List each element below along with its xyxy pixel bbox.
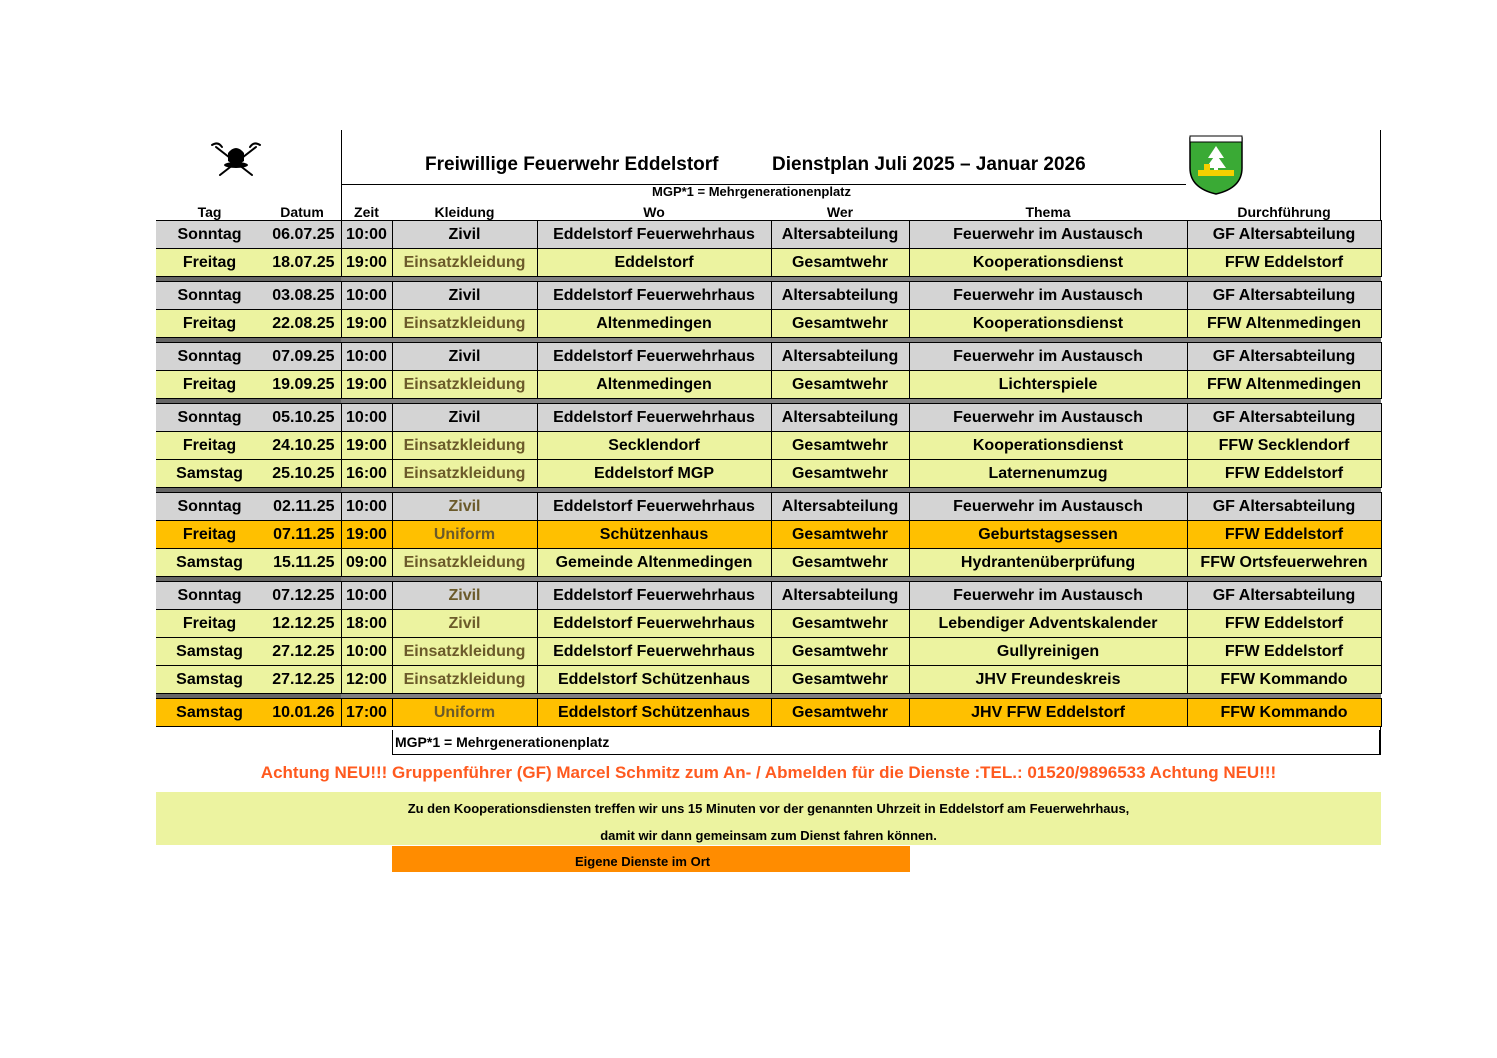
cell-zeit: 17:00 [341,699,392,727]
cell-durchfuehrung: GF Altersabteilung [1187,343,1381,371]
cell-kleidung: Einsatzkleidung [392,666,537,694]
cell-durchfuehrung: GF Altersabteilung [1187,282,1381,310]
cell-thema: Kooperationsdienst [909,432,1187,460]
contact-warning: Achtung NEU!!! Gruppenführer (GF) Marcel Schmitz zum An- / Abmelden für die Dienste :TEL.: 01520/9896533 Achtung NEU!!! [260,763,1277,782]
cell-wo: Eddelstorf Feuerwehrhaus [537,610,771,638]
cell-zeit: 09:00 [341,549,392,577]
cell-tag: Sonntag [156,221,263,249]
cell-kleidung: Zivil [392,282,537,310]
table-row [156,432,1381,460]
cell-wer: Gesamtwehr [771,638,909,666]
table-row [156,343,1381,371]
cell-wer: Gesamtwehr [771,432,909,460]
cell-wo: Altenmedingen [537,310,771,338]
cell-zeit: 19:00 [341,310,392,338]
cell-wer: Altersabteilung [771,282,909,310]
cell-thema: Feuerwehr im Austausch [909,343,1187,371]
cell-tag: Freitag [156,371,263,399]
cell-datum: 18.07.25 [263,249,341,277]
cell-kleidung: Einsatzkleidung [392,249,537,277]
cell-wer: Gesamtwehr [771,549,909,577]
cell-thema: Hydrantenüberprüfung [909,549,1187,577]
cell-zeit: 12:00 [341,666,392,694]
col-header-zeit: Zeit [354,204,379,220]
cell-tag: Freitag [156,310,263,338]
table-row [156,521,1381,549]
cell-datum: 06.07.25 [263,221,341,249]
cell-wer: Altersabteilung [771,493,909,521]
table-row [156,371,1381,399]
cell-durchfuehrung: FFW Eddelstorf [1187,249,1381,277]
table-row [156,282,1381,310]
cell-thema: JHV FFW Eddelstorf [909,699,1187,727]
cell-zeit: 10:00 [341,282,392,310]
cell-wer: Gesamtwehr [771,310,909,338]
cell-wo: Eddelstorf Schützenhaus [537,666,771,694]
cell-zeit: 18:00 [341,610,392,638]
cell-wo: Eddelstorf Feuerwehrhaus [537,404,771,432]
cell-durchfuehrung: FFW Ortsfeuerwehren [1187,549,1381,577]
cell-kleidung: Einsatzkleidung [392,460,537,488]
cell-kleidung: Zivil [392,582,537,610]
table-row [156,493,1381,521]
table-row [156,638,1381,666]
note-line-2: damit wir dann gemeinsam zum Dienst fahren können. [600,828,937,843]
cell-datum: 25.10.25 [263,460,341,488]
cell-kleidung: Uniform [392,699,537,727]
cell-datum: 05.10.25 [263,404,341,432]
cell-kleidung: Zivil [392,610,537,638]
cell-wer: Gesamtwehr [771,699,909,727]
cell-thema: Kooperationsdienst [909,310,1187,338]
cell-zeit: 16:00 [341,460,392,488]
table-row [156,404,1381,432]
cell-datum: 12.12.25 [263,610,341,638]
cell-durchfuehrung: FFW Eddelstorf [1187,610,1381,638]
cell-tag: Samstag [156,666,263,694]
cell-thema: Kooperationsdienst [909,249,1187,277]
cell-thema: Geburtstagsessen [909,521,1187,549]
dienstplan-table [156,200,1382,727]
mgp-note-top: MGP*1 = Mehrgenerationenplatz [652,184,852,199]
cell-zeit: 19:00 [341,432,392,460]
cell-datum: 07.12.25 [263,582,341,610]
col-header-wer: Wer [826,204,854,220]
cell-kleidung: Uniform [392,521,537,549]
cell-durchfuehrung: FFW Altenmedingen [1187,310,1381,338]
cell-kleidung: Zivil [392,343,537,371]
cell-datum: 27.12.25 [263,666,341,694]
cell-kleidung: Zivil [392,404,537,432]
table-row [156,249,1381,277]
cell-kleidung: Zivil [392,221,537,249]
cell-wer: Altersabteilung [771,221,909,249]
cell-tag: Freitag [156,249,263,277]
cell-zeit: 19:00 [341,249,392,277]
cell-thema: Feuerwehr im Austausch [909,404,1187,432]
cell-zeit: 10:00 [341,493,392,521]
cell-datum: 15.11.25 [263,549,341,577]
cell-wer: Altersabteilung [771,404,909,432]
cell-tag: Sonntag [156,282,263,310]
cell-wer: Gesamtwehr [771,249,909,277]
cell-wo: Gemeinde Altenmedingen [537,549,771,577]
col-header-wo: Wo [643,204,665,220]
cell-zeit: 10:00 [341,221,392,249]
cell-tag: Samstag [156,549,263,577]
cell-datum: 03.08.25 [263,282,341,310]
cell-tag: Sonntag [156,404,263,432]
cell-durchfuehrung: FFW Secklendorf [1187,432,1381,460]
cell-wer: Gesamtwehr [771,521,909,549]
cell-datum: 07.09.25 [263,343,341,371]
cell-zeit: 10:00 [341,638,392,666]
col-header-thema: Thema [1025,204,1071,220]
cell-wo: Eddelstorf Feuerwehrhaus [537,582,771,610]
cell-zeit: 10:00 [341,404,392,432]
cell-wo: Eddelstorf Feuerwehrhaus [537,493,771,521]
col-header-durchfuehrung: Durchführung [1237,204,1331,220]
cell-wer: Gesamtwehr [771,610,909,638]
cell-durchfuehrung: GF Altersabteilung [1187,493,1381,521]
cell-kleidung: Zivil [392,493,537,521]
cell-wer: Gesamtwehr [771,371,909,399]
table-row [156,699,1381,727]
cell-durchfuehrung: FFW Altenmedingen [1187,371,1381,399]
cell-datum: 22.08.25 [263,310,341,338]
cell-thema: Feuerwehr im Austausch [909,221,1187,249]
cell-kleidung: Einsatzkleidung [392,432,537,460]
cell-durchfuehrung: GF Altersabteilung [1187,582,1381,610]
cell-wo: Eddelstorf [537,249,771,277]
cell-thema: Laternenumzug [909,460,1187,488]
cell-durchfuehrung: FFW Eddelstorf [1187,638,1381,666]
cell-datum: 07.11.25 [263,521,341,549]
cell-wo: Eddelstorf Feuerwehrhaus [537,221,771,249]
table-row [156,582,1381,610]
cell-wer: Gesamtwehr [771,460,909,488]
cell-wo: Eddelstorf Feuerwehrhaus [537,282,771,310]
cell-datum: 10.01.26 [263,699,341,727]
cell-wo: Eddelstorf Feuerwehrhaus [537,638,771,666]
page-subtitle: Dienstplan Juli 2025 – Januar 2026 [772,154,1086,175]
cell-zeit: 10:00 [341,343,392,371]
cell-durchfuehrung: GF Altersabteilung [1187,404,1381,432]
cell-wer: Altersabteilung [771,582,909,610]
cell-tag: Freitag [156,610,263,638]
cell-tag: Freitag [156,432,263,460]
cell-durchfuehrung: FFW Eddelstorf [1187,460,1381,488]
col-header-tag: Tag [197,204,222,220]
cell-durchfuehrung: FFW Kommando [1187,666,1381,694]
cell-wer: Altersabteilung [771,343,909,371]
legend-own-services [392,846,910,872]
cell-zeit: 19:00 [341,371,392,399]
table-row [156,549,1381,577]
legend-label: Eigene Dienste im Ort [575,854,711,869]
cooperation-note [156,792,1381,845]
cell-thema: Feuerwehr im Austausch [909,582,1187,610]
cell-kleidung: Einsatzkleidung [392,371,537,399]
cell-tag: Sonntag [156,582,263,610]
cell-thema: Feuerwehr im Austausch [909,493,1187,521]
cell-wer: Gesamtwehr [771,666,909,694]
cell-thema: JHV Freundeskreis [909,666,1187,694]
cell-datum: 27.12.25 [263,638,341,666]
cell-kleidung: Einsatzkleidung [392,549,537,577]
cell-wo: Altenmedingen [537,371,771,399]
cell-tag: Sonntag [156,493,263,521]
cell-wo: Eddelstorf Schützenhaus [537,699,771,727]
cell-kleidung: Einsatzkleidung [392,310,537,338]
cell-thema: Lichterspiele [909,371,1187,399]
cell-datum: 02.11.25 [263,493,341,521]
table-row [156,460,1381,488]
cell-zeit: 19:00 [341,521,392,549]
mgp-note-bottom: MGP*1 = Mehrgenerationenplatz [392,730,1380,755]
cell-tag: Samstag [156,699,263,727]
cell-datum: 24.10.25 [263,432,341,460]
cell-tag: Samstag [156,638,263,666]
cell-durchfuehrung: GF Altersabteilung [1187,221,1381,249]
cell-thema: Gullyreinigen [909,638,1187,666]
cell-wo: Secklendorf [537,432,771,460]
cell-zeit: 10:00 [341,582,392,610]
cell-wo: Eddelstorf Feuerwehrhaus [537,343,771,371]
cell-wo: Eddelstorf MGP [537,460,771,488]
cell-datum: 19.09.25 [263,371,341,399]
note-line-1: Zu den Kooperationsdiensten treffen wir uns 15 Minuten vor der genannten Uhrzeit in Eddelstorf am Feuerwehrhaus, [407,801,1130,816]
cell-durchfuehrung: FFW Kommando [1187,699,1381,727]
table-row [156,221,1381,249]
col-header-datum: Datum [280,204,324,220]
cell-wo: Schützenhaus [537,521,771,549]
page-title: Freiwillige Feuerwehr Eddelstorf [425,154,719,175]
cell-kleidung: Einsatzkleidung [392,638,537,666]
table-row [156,610,1381,638]
cell-tag: Sonntag [156,343,263,371]
table-header-row [156,200,1381,221]
cell-tag: Freitag [156,521,263,549]
col-header-kleidung: Kleidung [434,204,495,220]
cell-durchfuehrung: FFW Eddelstorf [1187,521,1381,549]
table-row [156,310,1381,338]
firefighter-emblem-icon [204,139,268,181]
coat-of-arms-icon [1186,134,1246,196]
table-row [156,666,1381,694]
cell-tag: Samstag [156,460,263,488]
cell-thema: Feuerwehr im Austausch [909,282,1187,310]
cell-thema: Lebendiger Adventskalender [909,610,1187,638]
